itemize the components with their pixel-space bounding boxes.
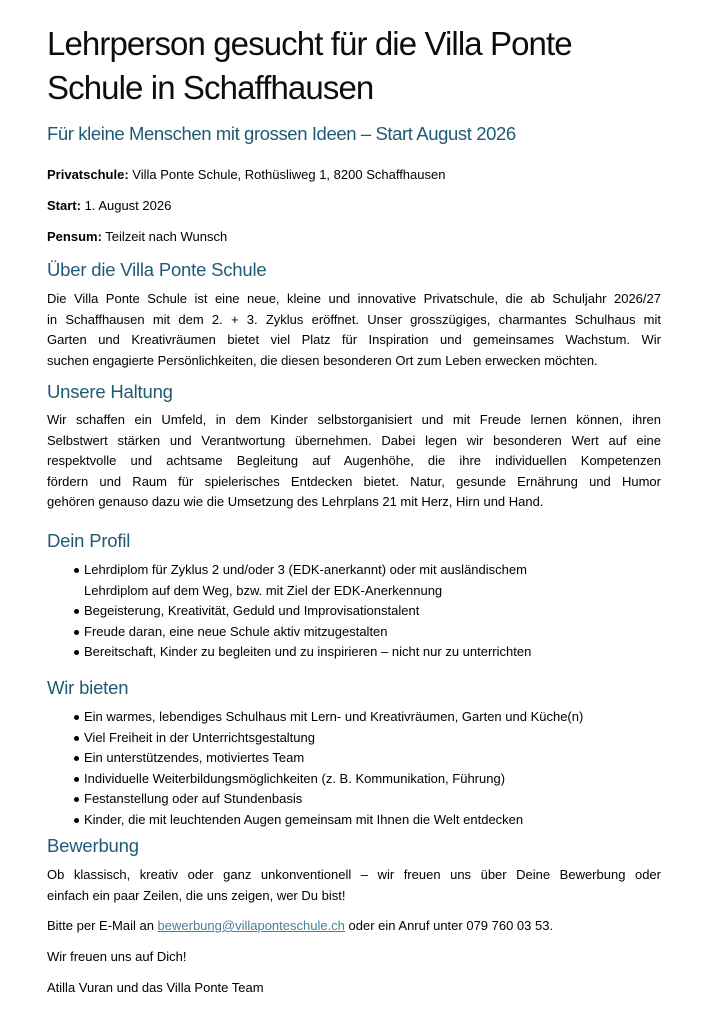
list-item-text: Individuelle Weiterbildungsmöglichkeiten (z. B. Kommunikation, Führung) — [84, 770, 506, 786]
contact-suffix: oder ein Anruf unter 079 760 03 53. — [344, 918, 554, 933]
meta-label: Privatschule: — [47, 167, 129, 182]
closing-line: Wir freuen uns auf Dich! — [47, 949, 187, 964]
bullet-icon — [74, 609, 79, 614]
list-item-text: Viel Freiheit in der Unterrichtsgestaltung — [84, 729, 315, 745]
bullet-icon — [74, 568, 79, 573]
paragraph-line: Garten und Kreativräumen bietet viel Platz für Inspiration und gemeinsames Wachstum. Wir — [47, 332, 661, 347]
paragraph-line: fördern und Raum für spielerisches Entdecken bietet. Natur, gesunde Ernährung und Humor — [47, 473, 661, 489]
subtitle: Für kleine Menschen mit grossen Ideen – Start August 2026 — [47, 123, 516, 144]
paragraph-line: in Schaffhausen mit dem 2. + 3. Zyklus eröffnet. Unser grosszügiges, charmantes Schulhaus mit — [47, 311, 661, 327]
heading-offer: Wir bieten — [47, 677, 129, 698]
contact-prefix: Bitte per E-Mail an — [47, 918, 158, 933]
list-item — [47, 707, 661, 728]
meta-start — [47, 197, 171, 214]
application-paragraph — [47, 865, 661, 906]
list-item — [47, 789, 661, 810]
meta-value: Teilzeit nach Wunsch — [105, 229, 228, 244]
list-item — [47, 622, 661, 643]
email-link[interactable]: bewerbung@villaponteschule.ch — [157, 918, 345, 933]
meta-pensum — [47, 228, 227, 245]
list-item-text: Lehrdiplom für Zyklus 2 und/oder 3 (EDK-anerkannt) oder mit ausländischem Lehrdiplom auf dem Weg, bzw. mit Ziel der EDK-Anerkennung — [84, 562, 527, 598]
bullet-icon — [74, 818, 79, 823]
paragraph-line: Selbstwert stärken und Verantwortung übernehmen. Dabei legen wir besonderen Wert auf eine — [47, 432, 661, 448]
profile-list — [47, 560, 661, 663]
title-line-2: Schule in Schaffhausen — [47, 69, 374, 106]
paragraph-line: einfach ein paar Zeilen, die uns zeigen, wer Du bist! — [47, 887, 346, 903]
heading-attitude: Unsere Haltung — [47, 381, 173, 402]
attitude-paragraph — [47, 410, 661, 513]
bullet-icon — [74, 715, 79, 720]
bullet-icon — [74, 650, 79, 655]
list-item — [47, 748, 661, 769]
meta-value: 1. August 2026 — [84, 198, 172, 213]
list-item-text: Ein unterstützendes, motiviertes Team — [84, 750, 305, 765]
list-item — [47, 810, 661, 831]
paragraph-line: Die Villa Ponte Schule ist eine neue, kleine und innovative Privatschule, die ab Schuljahr 2026/27 — [47, 291, 661, 306]
list-item — [47, 642, 661, 663]
heading-about: Über die Villa Ponte Schule — [47, 259, 267, 280]
list-item-text: Begeisterung, Kreativität, Geduld und Improvisationstalent — [84, 603, 420, 618]
meta-label: Start: — [47, 198, 81, 213]
signature: Atilla Vuran und das Villa Ponte Team — [47, 980, 264, 995]
contact-line — [47, 917, 553, 934]
meta-label: Pensum: — [47, 229, 102, 244]
bullet-icon — [74, 630, 79, 635]
list-item-text: Festanstellung oder auf Stundenbasis — [84, 791, 303, 806]
title-line-1: Lehrperson gesucht für die Villa Ponte — [47, 25, 572, 62]
bullet-icon — [74, 777, 79, 782]
paragraph-line: suchen engagierte Persönlichkeiten, die diesen besonderen Ort zum Leben erwecken möchten. — [47, 352, 598, 368]
heading-application: Bewerbung — [47, 835, 139, 856]
list-item — [47, 601, 661, 622]
paragraph-line: Ob klassisch, kreativ oder ganz unkonventionell – wir freuen uns über Deine Bewerbung oder — [47, 867, 661, 882]
bullet-icon — [74, 736, 79, 741]
meta-school — [47, 166, 445, 183]
paragraph-line: respektvolle und achtsame Begleitung auf Augenhöhe, die ihre individuellen Kompetenzen — [47, 453, 661, 468]
list-item-text: Ein warmes, lebendiges Schulhaus mit Lern- und Kreativräumen, Garten und Küche(n) — [84, 709, 584, 724]
paragraph-line: Wir schaffen ein Umfeld, in dem Kinder selbstorganisiert und mit Freude lernen können, ihren — [47, 412, 661, 427]
list-item-text: Kinder, die mit leuchtenden Augen gemeinsam mit Ihnen die Welt entdecken — [84, 811, 524, 827]
offer-list — [47, 707, 661, 830]
list-item — [47, 769, 661, 790]
list-item — [47, 560, 661, 601]
about-paragraph — [47, 289, 661, 371]
paragraph-line: gehören genauso dazu wie die Umsetzung des Lehrplans 21 mit Herz, Hirn und Hand. — [47, 494, 544, 509]
list-item — [47, 728, 661, 749]
bullet-icon — [74, 756, 79, 761]
list-item-text: Bereitschaft, Kinder zu begleiten und zu inspirieren – nicht nur zu unterrichten — [84, 644, 532, 659]
heading-profile: Dein Profil — [47, 530, 131, 551]
bullet-icon — [74, 797, 79, 802]
page-title — [47, 22, 687, 110]
list-item-text: Freude daran, eine neue Schule aktiv mitzugestalten — [84, 623, 388, 639]
meta-value: Villa Ponte Schule, Rothüsliweg 1, 8200 Schaffhausen — [132, 167, 446, 182]
